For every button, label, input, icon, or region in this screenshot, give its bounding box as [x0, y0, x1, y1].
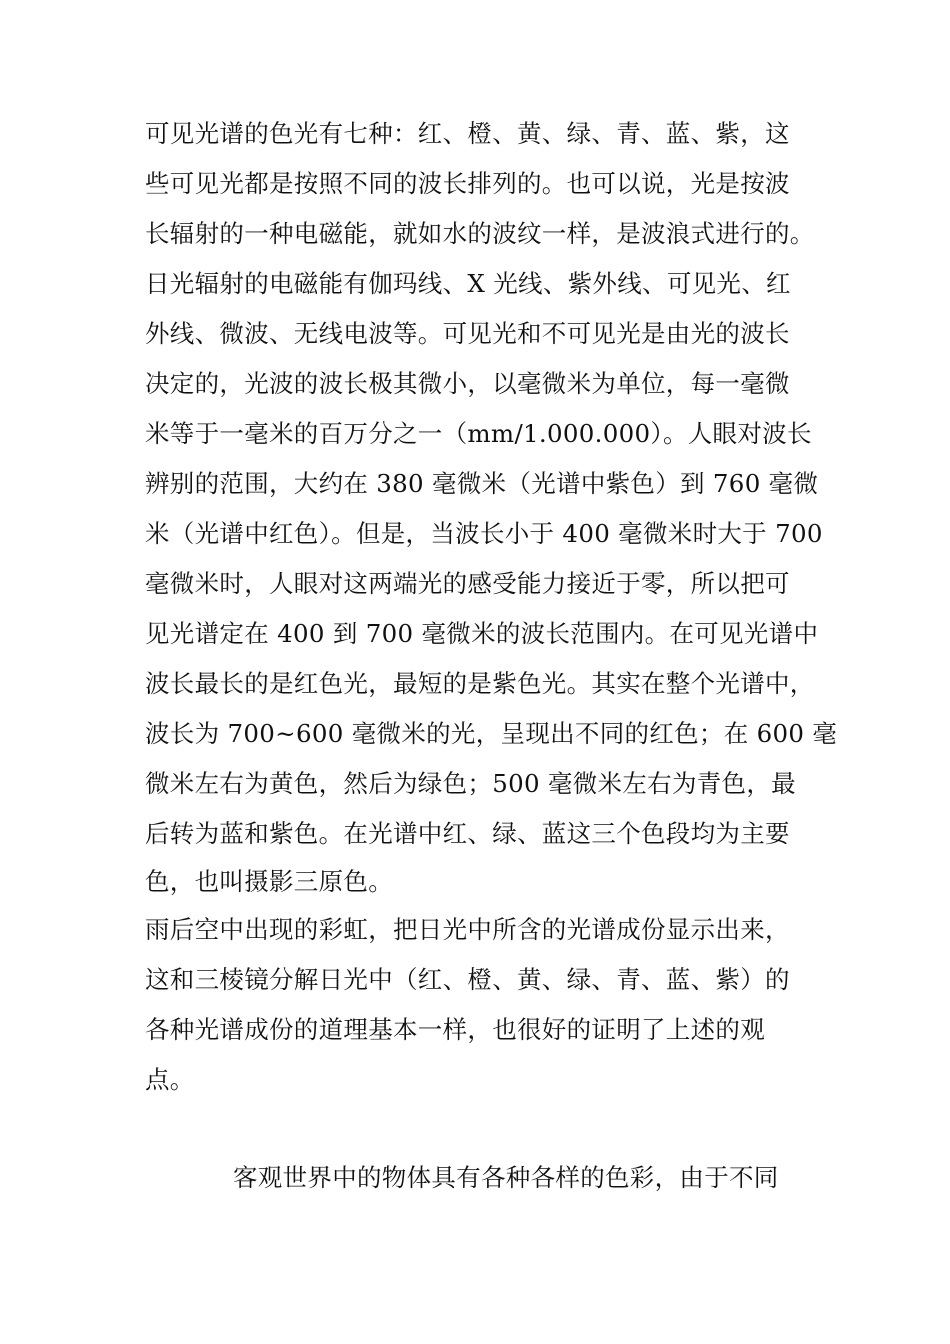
paragraph-2-line: 这和三棱镜分解日光中（红、橙、黄、绿、青、蓝、紫）的	[145, 965, 790, 994]
paragraph-1-line: 见光谱定在 400 到 700 毫微米的波长范围内。在可见光谱中	[145, 619, 819, 648]
paragraph-1-line: 毫微米时，人眼对这两端光的感受能力接近于零，所以把可	[145, 569, 790, 598]
paragraph-2-line: 各种光谱成份的道理基本一样，也很好的证明了上述的观	[145, 1015, 765, 1044]
paragraph-2-line: 雨后空中出现的彩虹，把日光中所含的光谱成份显示出来，	[145, 915, 790, 944]
paragraph-1-line: 微米左右为黄色，然后为绿色；500 毫微米左右为青色，最	[145, 769, 796, 798]
paragraph-3-line: 客观世界中的物体具有各种各样的色彩，由于不同	[233, 1163, 779, 1192]
paragraph-1-line: 色，也叫摄影三原色。	[145, 867, 393, 896]
paragraph-1-line: 可见光谱的色光有七种：红、橙、黄、绿、青、蓝、紫，这	[145, 119, 790, 148]
paragraph-1-line: 米（光谱中红色）。但是，当波长小于 400 毫微米时大于 700	[145, 519, 823, 548]
paragraph-1-line: 日光辐射的电磁能有伽玛线、X 光线、紫外线、可见光、红	[145, 269, 791, 298]
paragraph-1-line: 外线、微波、无线电波等。可见光和不可见光是由光的波长	[145, 319, 790, 348]
paragraph-1-line: 辨别的范围，大约在 380 毫微米（光谱中紫色）到 760 毫微	[145, 469, 819, 498]
paragraph-1-line: 些可见光都是按照不同的波长排列的。也可以说，光是按波	[145, 169, 790, 198]
paragraph-1-line: 长辐射的一种电磁能，就如水的波纹一样，是波浪式进行的。	[145, 219, 815, 248]
paragraph-1-line: 后转为蓝和紫色。在光谱中红、绿、蓝这三个色段均为主要	[145, 819, 790, 848]
paragraph-1-line: 米等于一毫米的百万分之一（mm/1.000.000）。人眼对波长	[145, 419, 812, 448]
paragraph-1-line: 波长为 700~600 毫微米的光，呈现出不同的红色；在 600 毫	[145, 719, 838, 748]
paragraph-2-line: 点。	[145, 1065, 195, 1094]
paragraph-1-line: 波长最长的是红色光，最短的是紫色光。其实在整个光谱中，	[145, 669, 815, 698]
paragraph-1-line: 决定的，光波的波长极其微小，以毫微米为单位，每一毫微	[145, 369, 790, 398]
